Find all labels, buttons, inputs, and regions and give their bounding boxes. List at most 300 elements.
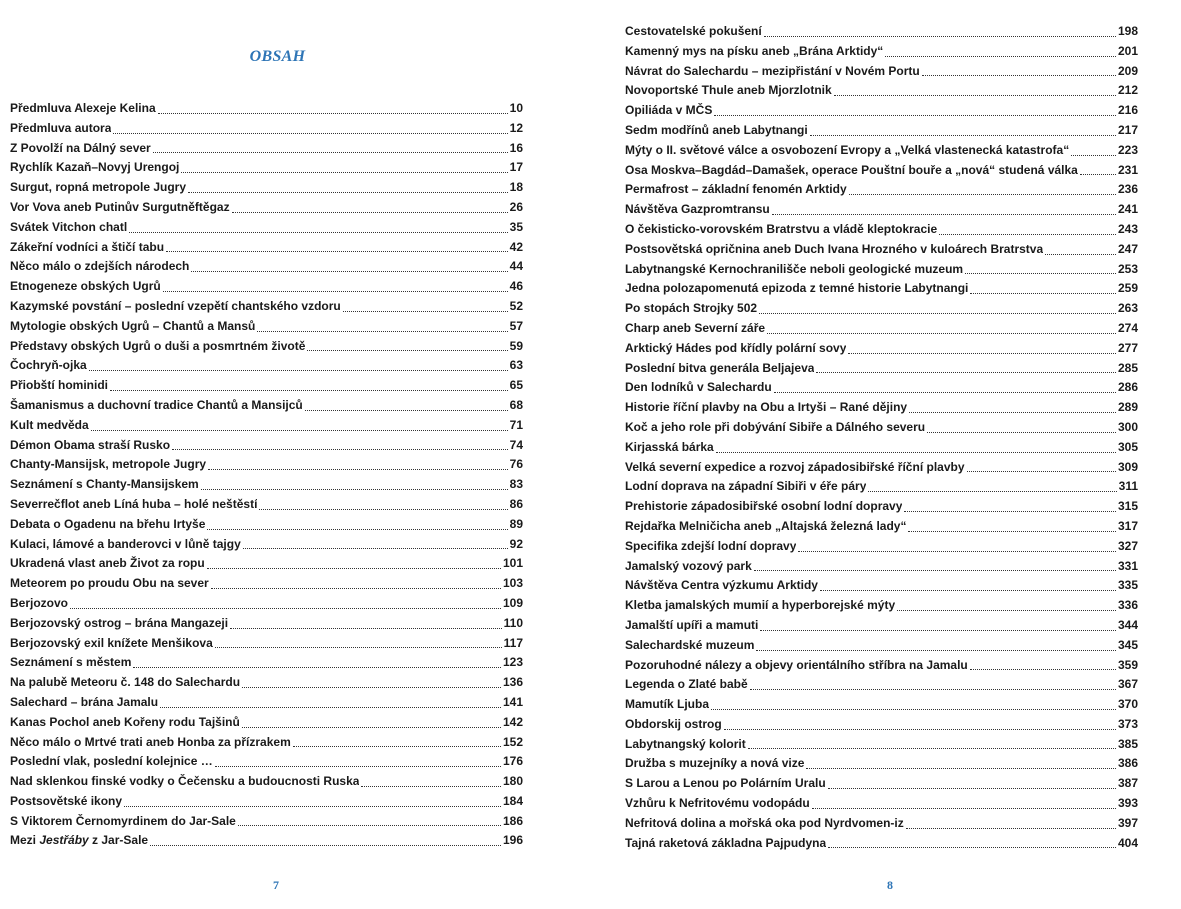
- toc-entry-title: Po stopách Strojky 502: [625, 301, 758, 316]
- toc-entry[interactable]: [10, 693, 523, 713]
- toc-entry-title: S Viktorem Černomyrdinem do Jar-Sale: [10, 813, 236, 828]
- toc-entry-title: Ukradená vlast aneb Život za ropu: [10, 556, 205, 571]
- toc-entry-title: Něco málo o zdejších národech: [10, 259, 190, 274]
- toc-entry-page-number: 141: [502, 694, 523, 709]
- toc-entry-page-number: 223: [1117, 142, 1138, 157]
- toc-entry-leader: [965, 273, 1116, 274]
- toc-entry-page-number: 259: [1117, 281, 1138, 296]
- toc-entry-page-number: 286: [1117, 380, 1138, 395]
- toc-entry-leader: [133, 667, 501, 668]
- toc-entry-leader: [208, 469, 508, 470]
- toc-entry-title: Návštěva Centra výzkumu Arktidy: [625, 578, 818, 593]
- toc-entry-page-number: 103: [502, 576, 523, 591]
- toc-entry-leader: [908, 531, 1116, 532]
- toc-entry-leader: [172, 449, 508, 450]
- toc-entry[interactable]: [10, 317, 523, 337]
- toc-entry-leader: [238, 825, 501, 826]
- toc-entry-title: Šamanismus a duchovní tradice Chantů a Mansijců: [10, 397, 303, 412]
- toc-entry[interactable]: [10, 831, 523, 851]
- toc-entry-title: Opiliáda v MČS: [625, 103, 713, 118]
- toc-entry[interactable]: [625, 517, 1138, 537]
- toc-entry-page-number: 385: [1117, 736, 1138, 751]
- toc-entry-title: Meteorem po proudu Obu na sever: [10, 576, 209, 591]
- toc-entry-leader: [158, 113, 508, 114]
- toc-entry-leader: [259, 509, 507, 510]
- toc-entry-page-number: 109: [502, 595, 523, 610]
- toc-entry-title: Specifika zdejší lodní dopravy: [625, 538, 797, 553]
- toc-entry-leader: [163, 291, 508, 292]
- toc-entry-leader: [1071, 155, 1116, 156]
- toc-entry-title: Surgut, ropná metropole Jugry: [10, 180, 187, 195]
- toc-entry-page-number: 26: [509, 199, 523, 214]
- toc-entry-title: Osa Moskva–Bagdád–Damašek, operace Pouštní bouře a „nová“ studená válka: [625, 162, 1078, 177]
- toc-entry[interactable]: [625, 695, 1138, 715]
- toc-entry[interactable]: [625, 220, 1138, 240]
- toc-entry-page-number: 315: [1117, 499, 1138, 514]
- toc-entry-page-number: 317: [1117, 518, 1138, 533]
- toc-entry-title: Salechard – brána Jamalu: [10, 694, 159, 709]
- toc-entry-title: Arktický Hádes pod křídly polární sovy: [625, 340, 847, 355]
- toc-entry[interactable]: [10, 119, 523, 139]
- toc-entry-title: Labytnangský kolorit: [625, 736, 746, 751]
- toc-entry-page-number: 83: [509, 477, 523, 492]
- toc-entry-title: Démon Obama straší Rusko: [10, 437, 171, 452]
- toc-entry-title: Postsovětská opričnina aneb Duch Ivana Hrozného v kuloárech Bratrstva: [625, 241, 1044, 256]
- toc-entry[interactable]: [10, 772, 523, 792]
- toc-entry[interactable]: [10, 178, 523, 198]
- toc-entry-page-number: 300: [1117, 419, 1138, 434]
- toc-entry-page-number: 311: [1118, 479, 1138, 494]
- toc-entry[interactable]: [625, 299, 1138, 319]
- toc-entry-leader: [909, 412, 1116, 413]
- toc-entry-title: Nefritová dolina a mořská oka pod Nyrdvomen-iz: [625, 815, 904, 830]
- toc-entry[interactable]: [10, 139, 523, 159]
- toc-entry-leader: [750, 689, 1116, 690]
- toc-entry[interactable]: [10, 554, 523, 574]
- toc-entry-page-number: 18: [509, 180, 523, 195]
- toc-entry[interactable]: [10, 416, 523, 436]
- toc-entry-leader: [89, 370, 508, 371]
- toc-entry-title: Berjozovský exil knížete Menšikova: [10, 635, 213, 650]
- toc-entry[interactable]: [625, 101, 1138, 121]
- toc-entry-title: Novoportské Thule aneb Mjorzlotnik: [625, 83, 832, 98]
- toc-entry-title: Předmluva Alexeje Kelina: [10, 101, 156, 115]
- toc-entry-page-number: 274: [1117, 320, 1138, 335]
- toc-entry-title: Poslední bitva generála Beljajeva: [625, 360, 815, 375]
- toc-entry[interactable]: [10, 495, 523, 515]
- toc-entry-title: Severrečflot aneb Líná huba – holé neštěstí: [10, 496, 258, 511]
- toc-entry-page-number: 65: [509, 378, 523, 393]
- toc-entry-leader: [764, 36, 1116, 37]
- toc-entry-leader: [243, 548, 508, 549]
- toc-entry-title: Seznámení s Chanty-Mansijskem: [10, 477, 199, 492]
- toc-entry-leader: [215, 766, 501, 767]
- toc-entry-leader: [849, 194, 1116, 195]
- toc-entry-title: Permafrost – základní fenomén Arktidy: [625, 182, 847, 197]
- toc-entry[interactable]: [10, 594, 523, 614]
- toc-entry-page-number: 344: [1117, 617, 1138, 632]
- toc-entry-title: Seznámení s městem: [10, 655, 132, 670]
- toc-entry-title: Sedm modřínů aneb Labytnangi: [625, 122, 808, 137]
- toc-entry-page-number: 336: [1117, 598, 1138, 613]
- toc-entry-title: Kirjasská bárka: [625, 439, 714, 454]
- toc-entry-page-number: 370: [1117, 697, 1138, 712]
- toc-entry-title: Svátek Vitchon chatl: [10, 219, 128, 234]
- toc-entry-leader: [343, 311, 508, 312]
- toc-entry-title: Berjozovský ostrog – brána Mangazeji: [10, 615, 229, 630]
- toc-entry[interactable]: [625, 834, 1138, 854]
- toc-entry-leader: [1080, 174, 1116, 175]
- toc-entry[interactable]: [625, 81, 1138, 101]
- toc-entry-title: Velká severní expedice a rozvoj západosibiřské říční plavby: [625, 459, 965, 474]
- toc-entry-leader: [242, 727, 501, 728]
- toc-title: OBSAH: [249, 48, 306, 65]
- toc-entry[interactable]: [625, 121, 1138, 141]
- toc-entry[interactable]: [10, 218, 523, 238]
- toc-entry-leader: [759, 313, 1116, 314]
- toc-entry-leader: [153, 152, 508, 153]
- toc-entry[interactable]: [625, 735, 1138, 755]
- toc-entry-title: Postsovětské ikony: [10, 793, 123, 808]
- toc-entry-leader: [970, 669, 1116, 670]
- toc-entry-leader: [754, 570, 1116, 571]
- toc-entry[interactable]: [625, 715, 1138, 735]
- toc-entry-title: Přiobští hominidi: [10, 378, 108, 393]
- toc-entry[interactable]: [625, 359, 1138, 379]
- toc-entry[interactable]: [10, 673, 523, 693]
- toc-entry-leader: [820, 590, 1116, 591]
- toc-entry-page-number: 10: [509, 101, 523, 115]
- toc-entry[interactable]: [10, 574, 523, 594]
- toc-entry[interactable]: [625, 576, 1138, 596]
- toc-entry[interactable]: [625, 200, 1138, 220]
- toc-entry-page-number: 17: [509, 160, 523, 175]
- toc-entry-leader: [772, 214, 1116, 215]
- toc-entry-page-number: 263: [1117, 301, 1138, 316]
- toc-entry-title: Něco málo o Mrtvé trati aneb Honba za přízrakem: [10, 734, 291, 749]
- toc-entry-page-number: 217: [1117, 122, 1138, 137]
- toc-entry-title: Družba s muzejníky a nová vize: [625, 756, 805, 771]
- toc-entry-page-number: 201: [1117, 43, 1138, 58]
- toc-entry-title: Debata o Ogadenu na břehu Irtyše: [10, 516, 206, 531]
- toc-entry-page-number: 387: [1117, 776, 1138, 791]
- toc-entry-title: Legenda o Zlaté babě: [625, 677, 748, 692]
- toc-entry-page-number: 404: [1117, 835, 1138, 850]
- toc-entry[interactable]: [10, 297, 523, 317]
- toc-entry[interactable]: [625, 754, 1138, 774]
- toc-entry[interactable]: [10, 277, 523, 297]
- toc-entry-page-number: 71: [509, 417, 523, 432]
- toc-entry-title: Rychlík Kazaň–Novyj Urengoj: [10, 160, 180, 175]
- toc-entry-title: Vzhůru k Nefritovému vodopádu: [625, 796, 810, 811]
- toc-entry-leader: [207, 529, 507, 530]
- toc-entry-leader: [230, 628, 502, 629]
- toc-entry[interactable]: [10, 535, 523, 555]
- toc-entry-page-number: 331: [1117, 558, 1138, 573]
- toc-entry-leader: [756, 650, 1116, 651]
- toc-entry-page-number: 59: [509, 338, 523, 353]
- toc-entry-title: Čochryň-ojka: [10, 358, 87, 373]
- toc-entry-title: Koč a jeho role při dobývání Sibiře a Dálného severu: [625, 419, 926, 434]
- toc-entry-leader: [967, 471, 1116, 472]
- toc-entry[interactable]: [625, 616, 1138, 636]
- toc-entry[interactable]: [625, 596, 1138, 616]
- toc-entry-page-number: 89: [509, 516, 523, 531]
- toc-entry-page-number: 247: [1117, 241, 1138, 256]
- toc-entry-leader: [906, 828, 1116, 829]
- toc-entry-page-number: 176: [502, 754, 523, 769]
- toc-entry-title: Zákeřní vodníci a štičí tabu: [10, 239, 165, 254]
- page-number-left: 7: [273, 878, 279, 892]
- toc-entry-title: Kulaci, lámové a banderovci v lůně tajgy: [10, 536, 241, 551]
- toc-entry-leader: [160, 707, 501, 708]
- toc-entry-page-number: 46: [509, 279, 523, 294]
- toc-entry-page-number: 367: [1117, 677, 1138, 692]
- toc-entry-leader: [257, 331, 507, 332]
- toc-entry-page-number: 209: [1117, 63, 1138, 78]
- toc-entry-title: Tajná raketová základna Pajpudyna: [625, 835, 827, 850]
- toc-entry[interactable]: [625, 260, 1138, 280]
- toc-entry-leader: [939, 234, 1116, 235]
- toc-entry-leader: [812, 808, 1116, 809]
- toc-entry-leader: [834, 95, 1116, 96]
- toc-entry[interactable]: [10, 713, 523, 733]
- toc-entry[interactable]: [625, 42, 1138, 62]
- toc-entry-leader: [166, 251, 508, 252]
- toc-entry-page-number: 359: [1117, 657, 1138, 672]
- toc-entry-leader: [810, 135, 1116, 136]
- toc-entry-leader: [848, 353, 1116, 354]
- toc-entry-title: Jamalští upíři a mamuti: [625, 617, 759, 632]
- toc-entry-page-number: 305: [1117, 439, 1138, 454]
- toc-entry[interactable]: [10, 337, 523, 357]
- toc-entry-title: Na palubě Meteoru č. 148 do Salechardu: [10, 675, 241, 690]
- toc-entry-page-number: 74: [509, 437, 523, 452]
- toc-entry-page-number: 309: [1117, 459, 1138, 474]
- toc-entry-title: Rejdařka Melničicha aneb „Altajská železná lady“: [625, 518, 907, 533]
- toc-entry[interactable]: [625, 180, 1138, 200]
- toc-entry[interactable]: [625, 62, 1138, 82]
- toc-entry-page-number: 373: [1117, 716, 1138, 731]
- toc-entry[interactable]: [625, 378, 1138, 398]
- toc-entry[interactable]: [10, 634, 523, 654]
- toc-entry-page-number: 241: [1117, 202, 1138, 217]
- toc-entry[interactable]: [10, 752, 523, 772]
- toc-entry-title: Cestovatelské pokušení: [625, 24, 762, 38]
- toc-entry-leader: [188, 192, 508, 193]
- toc-entry-page-number: 186: [502, 813, 523, 828]
- toc-entry-title: Obdorskij ostrog: [625, 716, 722, 731]
- toc-entry-page-number: 152: [502, 734, 523, 749]
- toc-entry[interactable]: [625, 438, 1138, 458]
- toc-entry-page-number: 196: [502, 833, 523, 848]
- toc-entry-leader: [211, 588, 501, 589]
- toc-entry-leader: [760, 630, 1116, 631]
- toc-entry[interactable]: [10, 792, 523, 812]
- toc-entry-title: Návštěva Gazpromtransu: [625, 202, 770, 217]
- toc-entry[interactable]: [10, 515, 523, 535]
- toc-entry-title: Z Povolží na Dálný sever: [10, 140, 151, 155]
- toc-entry-leader: [868, 491, 1116, 492]
- toc-entry-leader: [922, 75, 1116, 76]
- toc-entry[interactable]: [10, 238, 523, 258]
- toc-entry[interactable]: [10, 356, 523, 376]
- toc-entry-leader: [904, 511, 1116, 512]
- toc-entry[interactable]: [625, 636, 1138, 656]
- toc-entry-leader: [110, 390, 508, 391]
- toc-entry-title: Labytnangské Kernochranilišče neboli geologické muzeum: [625, 261, 964, 276]
- toc-entry-page-number: 327: [1117, 538, 1138, 553]
- toc-entry-leader: [816, 372, 1116, 373]
- toc-entry-leader: [748, 748, 1116, 749]
- toc-entry-title: Prehistorie západosibiřské osobní lodní dopravy: [625, 499, 903, 514]
- toc-entry-leader: [242, 687, 501, 688]
- toc-entry-leader: [91, 430, 508, 431]
- toc-entry-title: Mýty o II. světové válce a osvobození Evropy a „Velká vlastenecká katastrofa“: [625, 142, 1070, 157]
- toc-entry-page-number: 216: [1117, 103, 1138, 118]
- toc-entry[interactable]: [625, 22, 1138, 42]
- toc-entry-leader: [897, 610, 1116, 611]
- toc-entry-leader: [361, 786, 501, 787]
- toc-entry[interactable]: [625, 418, 1138, 438]
- toc-entry-title: Kanas Pochol aneb Kořeny rodu Tajšinů: [10, 714, 240, 729]
- toc-entry-page-number: 289: [1117, 400, 1138, 415]
- toc-list-left: [10, 99, 523, 851]
- toc-entry-title: Kazymské povstání – poslední vzepětí chantského vzdoru: [10, 298, 341, 313]
- toc-entry-title: Historie říční plavby na Obu a Irtyši – Rané dějiny: [625, 400, 908, 415]
- toc-entry-title-part: z Jar-Sale: [88, 833, 149, 848]
- toc-entry-title: Vor Vova aneb Putinův Surgutněftěgaz: [10, 199, 230, 214]
- toc-entry-leader: [970, 293, 1116, 294]
- toc-entry[interactable]: [625, 675, 1138, 695]
- toc-entry-title: Poslední vlak, poslední kolejnice …: [10, 754, 213, 769]
- toc-entry[interactable]: [625, 141, 1138, 161]
- toc-entry-title: Chanty-Mansijsk, metropole Jugry: [10, 457, 207, 472]
- toc-entry-title: Jedna polozapomenutá epizoda z temné historie Labytnangi: [625, 281, 969, 296]
- toc-entry-page-number: 63: [509, 358, 523, 373]
- toc-entry-leader: [305, 410, 508, 411]
- toc-entry-title: Etnogeneze obských Ugrů: [10, 279, 161, 294]
- toc-entry-page-number: 68: [509, 397, 523, 412]
- toc-entry-title: Berjozovo: [10, 595, 69, 610]
- right-page: [625, 0, 1138, 909]
- toc-entry[interactable]: [625, 279, 1138, 299]
- toc-entry[interactable]: [10, 436, 523, 456]
- toc-entry[interactable]: [625, 477, 1138, 497]
- toc-entry-leader: [70, 608, 501, 609]
- toc-entry-page-number: 335: [1117, 578, 1138, 593]
- toc-entry-leader: [232, 212, 508, 213]
- toc-entry-page-number: 136: [502, 675, 523, 690]
- toc-entry-title: Mytologie obských Ugrů – Chantů a Mansů: [10, 318, 256, 333]
- toc-entry[interactable]: [10, 614, 523, 634]
- toc-entry-title: Návrat do Salechardu – mezipřistání v Novém Portu: [625, 63, 920, 78]
- toc-entry[interactable]: [10, 198, 523, 218]
- toc-entry-page-number: 231: [1117, 162, 1138, 177]
- toc-entry[interactable]: [625, 774, 1138, 794]
- toc-entry-leader: [307, 350, 507, 351]
- toc-entry-page-number: 277: [1117, 340, 1138, 355]
- toc-entry-page-number: 44: [509, 259, 523, 274]
- toc-entry-title: Mamutík Ljuba: [625, 697, 710, 712]
- toc-entry-title: Kult medvěda: [10, 417, 89, 432]
- toc-entry[interactable]: [625, 240, 1138, 260]
- toc-entry[interactable]: [625, 161, 1138, 181]
- toc-entry-page-number: 35: [509, 219, 523, 234]
- toc-entry-title: S Larou a Lenou po Polárním Uralu: [625, 776, 826, 791]
- toc-entry-leader: [181, 172, 507, 173]
- toc-entry[interactable]: [10, 257, 523, 277]
- toc-entry-title-part: Mezi: [10, 833, 40, 848]
- toc-entry-title: Lodní doprava na západní Sibiři v éře páry: [625, 479, 867, 494]
- toc-entry-title: Charp aneb Severní záře: [625, 320, 766, 335]
- toc-entry[interactable]: [625, 398, 1138, 418]
- page-number-right: 8: [887, 878, 893, 892]
- toc-entry[interactable]: [10, 812, 523, 832]
- toc-entry-page-number: 42: [509, 239, 523, 254]
- toc-entry-page-number: 52: [509, 298, 523, 313]
- toc-entry-title: Pozoruhodné nálezy a objevy orientálního stříbra na Jamalu: [625, 657, 968, 672]
- toc-entry-page-number: 212: [1117, 83, 1138, 98]
- toc-entry-leader: [828, 788, 1116, 789]
- toc-entry[interactable]: [625, 537, 1138, 557]
- toc-entry[interactable]: [10, 99, 523, 119]
- toc-entry[interactable]: [625, 794, 1138, 814]
- toc-entry-title: Představy obských Ugrů o duši a posmrtném životě: [10, 338, 306, 353]
- toc-entry-leader: [806, 768, 1116, 769]
- toc-entry-leader: [124, 806, 501, 807]
- toc-entry-page-number: 123: [502, 655, 523, 670]
- toc-entry[interactable]: [625, 339, 1138, 359]
- toc-entry-title: Salechardské muzeum: [625, 637, 755, 652]
- toc-entry[interactable]: [10, 653, 523, 673]
- toc-entry[interactable]: [10, 396, 523, 416]
- toc-entry-title: Nad sklenkou finské vodky o Čečensku a budoucnosti Ruska: [10, 774, 360, 789]
- toc-entry-leader: [207, 568, 501, 569]
- toc-entry-page-number: 92: [509, 536, 523, 551]
- toc-entry-page-number: 57: [509, 318, 523, 333]
- toc-list-right: [625, 22, 1138, 853]
- toc-entry-leader: [215, 647, 502, 648]
- toc-entry-page-number: 117: [503, 635, 523, 650]
- toc-entry[interactable]: [625, 656, 1138, 676]
- toc-entry[interactable]: [10, 455, 523, 475]
- toc-entry[interactable]: [625, 319, 1138, 339]
- toc-entry[interactable]: [625, 557, 1138, 577]
- toc-entry-page-number: 253: [1117, 261, 1138, 276]
- toc-entry-page-number: 101: [502, 556, 523, 571]
- toc-entry-leader: [885, 56, 1116, 57]
- toc-entry[interactable]: [625, 458, 1138, 478]
- toc-entry-leader: [711, 709, 1116, 710]
- toc-entry[interactable]: [625, 814, 1138, 834]
- toc-entry-page-number: 198: [1117, 24, 1138, 38]
- toc-entry[interactable]: [10, 376, 523, 396]
- toc-entry-page-number: 285: [1117, 360, 1138, 375]
- toc-entry-leader: [201, 489, 508, 490]
- toc-entry-page-number: 397: [1117, 815, 1138, 830]
- toc-entry[interactable]: [625, 497, 1138, 517]
- toc-entry[interactable]: [10, 158, 523, 178]
- toc-entry-page-number: 142: [502, 714, 523, 729]
- toc-entry-leader: [927, 432, 1116, 433]
- toc-entry-leader: [716, 452, 1116, 453]
- toc-entry[interactable]: [10, 475, 523, 495]
- toc-entry-page-number: 386: [1117, 756, 1138, 771]
- toc-entry-page-number: 393: [1117, 796, 1138, 811]
- toc-entry[interactable]: [10, 733, 523, 753]
- left-page: [10, 0, 523, 909]
